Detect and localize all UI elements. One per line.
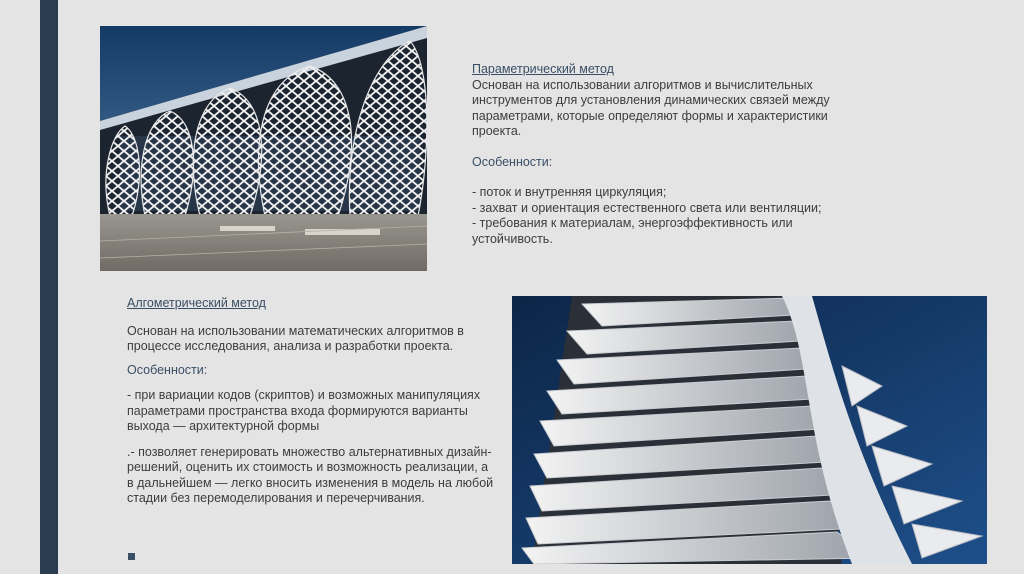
algorithmic-feature-item: .- позволяет генерировать множество альтернативных дизайн-решений, оценить их стоимость и возможность реализации, а в дальнейшем — легко вносить изменения в модель на любой стадии без перемоделирования и перечерчивания. [127,444,494,505]
parametric-method-title[interactable]: Параметрический метод [472,62,614,76]
algorithmic-feature-item: - при вариации кодов (скриптов) и возможных манипуляциях параметрами пространства входа формируются варианты выхода — архитектурной формы [127,388,481,433]
algorithmic-method-description: Основан на использовании математических алгоритмов в процессе исследования, анализа и разработки проекта. [127,323,464,353]
algorithmic-features-title: Особенности: [127,362,208,377]
parametric-feature-item: - захват и ориентация естественного света или вентиляции; [472,200,822,215]
algorithmic-method-title[interactable]: Алгометрический метод [127,296,266,310]
parametric-facade-photo [100,26,427,271]
algorithmic-method-block [127,296,497,507]
parametric-method-block [472,62,872,247]
parametric-feature-item: - требования к материалам, энергоэффективность или устойчивость. [472,216,793,246]
parametric-features-title: Особенности: [472,154,553,169]
bullet-square-icon [128,553,135,560]
parametric-method-description: Основан на использовании алгоритмов и вычислительных инструментов для установления динамических связей между параметрами, которые определяют формы и характеристики проекта. [472,77,830,138]
parametric-feature-item: - поток и внутренняя циркуляция; [472,185,667,199]
algorithmic-tower-photo [512,296,987,564]
accent-sidebar-bar [40,0,58,574]
